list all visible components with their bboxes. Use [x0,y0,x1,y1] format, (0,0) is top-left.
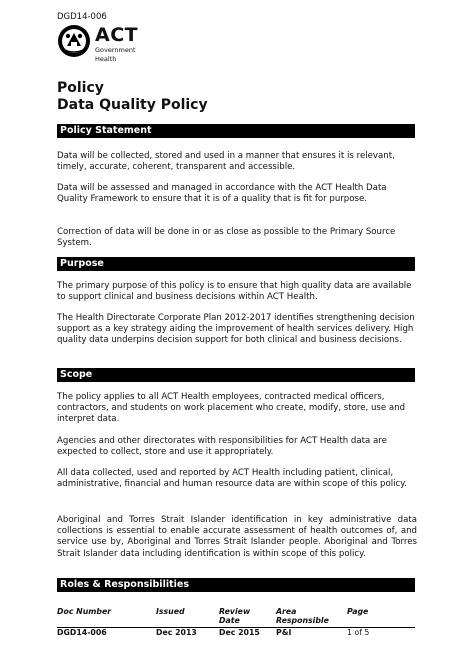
scope-paragraph-1: The policy applies to all ACT Health employees, contracted medical officers, contractors, and students on work placement who create, modify, store, use and interpret data. [57,392,406,425]
header-review-date: Review Date [219,607,251,625]
section-heading-policy-statement: Policy Statement [57,124,415,138]
act-crest-icon [57,24,91,58]
value-area-responsible: P&I [276,628,292,637]
scope-paragraph-4: Aboriginal and Torres Strait Islander identification in key administrative data collections is essential to enable accurate assessment of health outcomes of, and service use by, Aboriginal and Torres Strait Islander people. Aboriginal and Torres Strait Islander data including identification is within scope of this policy. [57,515,417,559]
statement-paragraph-3: Correction of data will be done in or as close as possible to the Primary Source System. [57,227,396,249]
logo-line-government: Government [95,46,136,54]
title-line-1: Policy [57,80,104,96]
statement-paragraph-1: Data will be collected, stored and used in a manner that ensures it is relevant, timely, accurate, coherent, transparent and accessible. [57,151,395,173]
header-issued: Issued [156,607,185,616]
statement-paragraph-2: Data will be assessed and managed in accordance with the ACT Health Data Quality Framework to ensure that it is of a quality that is fit for purpose. [57,183,387,205]
purpose-paragraph-1: The primary purpose of this policy is to ensure that high quality data are available to support clinical and business decisions within ACT Health. [57,281,412,303]
act-government-logo [57,24,167,70]
page-title [57,80,208,114]
scope-paragraph-3: All data collected, used and reported by ACT Health including patient, clinical, administrative, financial and human resource data are within scope of this policy. [57,468,407,490]
logo-wordmark: ACT [95,24,139,46]
scope-paragraph-2: Agencies and other directorates with responsibilities for ACT Health data are expected to collect, store and use it appropriately. [57,436,387,458]
header-page: Page [347,607,369,616]
value-review-date: Dec 2015 [219,628,260,637]
value-issued: Dec 2013 [156,628,197,637]
logo-line-health: Health [95,55,117,63]
document-id-header: DGD14-006 [57,12,107,22]
header-doc-number: Doc Number [57,607,112,616]
section-heading-scope: Scope [57,368,415,382]
title-line-2: Data Quality Policy [57,97,208,113]
section-heading-purpose: Purpose [57,257,415,271]
value-doc-number: DGD14-006 [57,628,107,637]
purpose-paragraph-2: The Health Directorate Corporate Plan 2012-2017 identifies strengthening decision support as a key strategy aiding the improvement of health services delivery. High quality data underpins decision support for both clinical and business decisions. [57,313,415,346]
header-area-responsible: Area Responsible [276,607,329,625]
section-heading-roles: Roles & Responsibilities [57,578,415,592]
value-page: 1 of 5 [347,628,370,637]
